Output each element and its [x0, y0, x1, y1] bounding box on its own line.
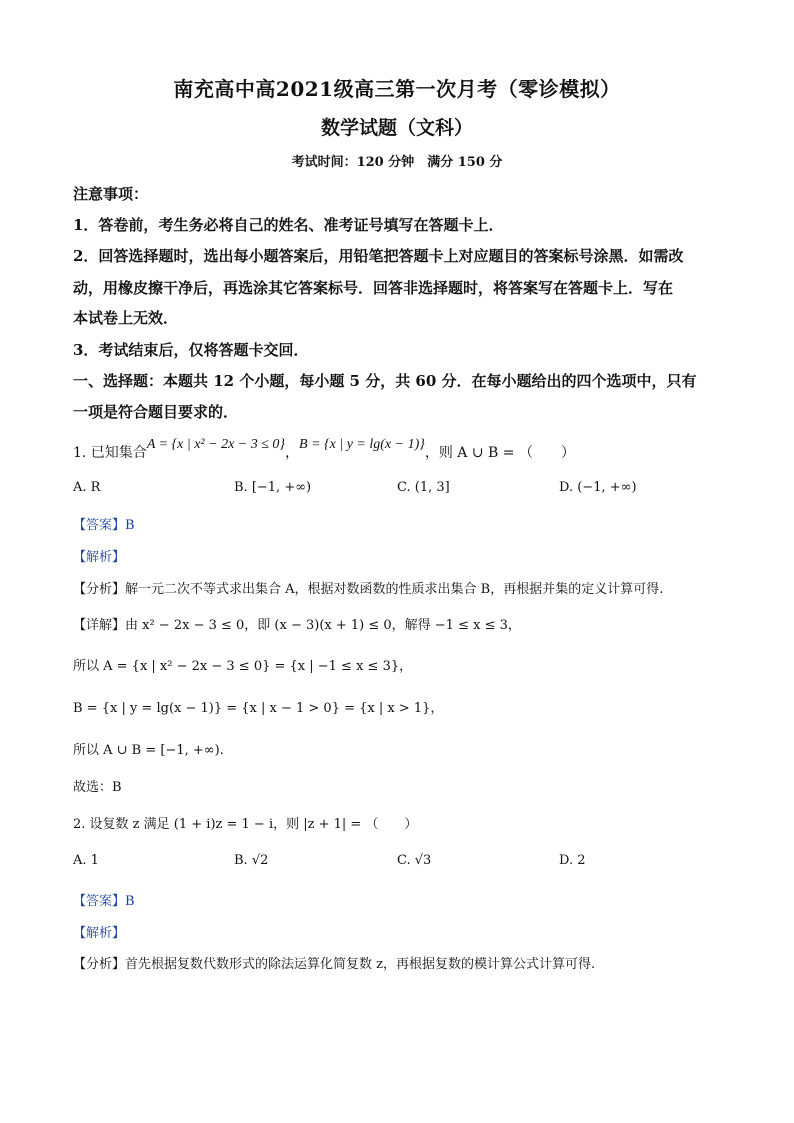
question-1-set-a: A = {x | x² − 2x − 3 ≤ 0} [146, 437, 286, 452]
question-1-option-c: C. (1, 3] [397, 480, 450, 495]
question-1-option-a: A. R [73, 480, 101, 495]
question-2-answer: 【答案】B [73, 894, 135, 909]
question-1-option-d: D. (−1, +∞) [559, 480, 637, 495]
question-1-answer: 【答案】B [73, 518, 135, 533]
question-1-set-b: B = {x | y = lg(x − 1)} [299, 437, 425, 452]
notice-item-2-line-2: 动，用橡皮擦干净后，再选涂其它答案标号．回答非选择题时，将答案写在答题卡上．写在 [73, 279, 674, 297]
question-2-stem: 2. 设复数 z 满足 (1 + i)z = 1 − i，则 |z + 1| = （ ） [73, 817, 418, 832]
question-2-analysis-summary: 【分析】首先根据复数代数形式的除法运算化简复数 z，再根据复数的模计算公式计算可得. [73, 957, 596, 972]
question-2-option-a: A. 1 [73, 853, 99, 868]
question-1-step-1: 所以 A = {x | x² − 2x − 3 ≤ 0} = {x | −1 ≤ x ≤ 3}， [73, 659, 413, 674]
exam-time-and-score: 考试时间：120 分钟 满分 150 分 [291, 155, 503, 170]
question-2-option-c: C. √3 [397, 853, 432, 868]
notice-item-1: 1．答卷前，考生务必将自己的姓名、准考证号填写在答题卡上． [73, 216, 504, 234]
question-1-choice: 故选：B [73, 780, 122, 795]
question-2-option-b: B. √2 [234, 853, 269, 868]
question-2-option-d: D. 2 [559, 853, 586, 868]
question-1-step-2: B = {x | y = lg(x − 1)} = {x | x − 1 > 0} = {x | x > 1}， [73, 701, 444, 716]
section-heading-line-2: 一项是符合题目要求的． [73, 403, 239, 421]
question-1-prefix: 1. 已知集合 [73, 445, 147, 461]
notice-item-2-line-3: 本试卷上无效． [73, 309, 179, 327]
notice-heading: 注意事项： [73, 185, 149, 203]
question-1-suffix: ，则 A ∪ B = （ ） [424, 445, 575, 461]
question-2-analysis-label: 【解析】 [73, 926, 126, 941]
question-1-analysis-summary: 【分析】解一元二次不等式求出集合 A，根据对数函数的性质求出集合 B，再根据并集的定义计算可得. [73, 582, 664, 597]
question-1-step-3: 所以 A ∪ B = [−1, +∞). [73, 743, 224, 758]
notice-item-3: 3．考试结束后，仅将答题卡交回． [73, 341, 309, 359]
exam-title: 南充高中高2021级高三第一次月考（零诊模拟） [173, 77, 621, 101]
question-1-stem [73, 437, 575, 462]
question-1-comma: ， [285, 445, 300, 461]
question-1-option-b: B. [−1, +∞) [234, 480, 312, 495]
question-1-analysis-label: 【解析】 [73, 550, 126, 565]
notice-item-2-line-1: 2．回答选择题时，选出每小题答案后，用铅笔把答题卡上对应题目的答案标号涂黑．如需改 [73, 247, 684, 265]
question-1-detail: 【详解】由 x² − 2x − 3 ≤ 0，即 (x − 3)(x + 1) ≤ 0，解得 −1 ≤ x ≤ 3， [73, 618, 521, 633]
section-heading-line-1: 一、选择题：本题共 12 个小题，每小题 5 分，共 60 分．在每小题给出的四个选项中，只有 [73, 372, 697, 390]
exam-subject: 数学试题（文科） [320, 117, 473, 139]
